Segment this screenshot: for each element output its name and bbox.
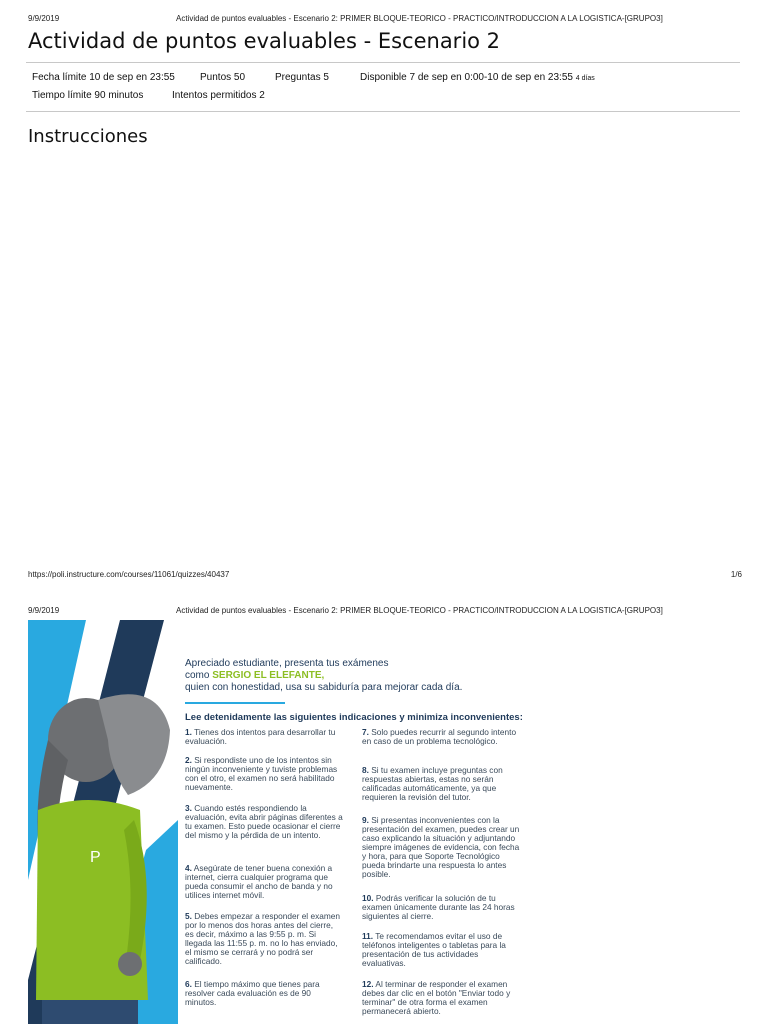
- page-title: Actividad de puntos evaluables - Escenario 2: [28, 29, 501, 53]
- item-number: 7.: [362, 727, 369, 737]
- print-header: [0, 606, 768, 618]
- item-number: 10.: [362, 893, 374, 903]
- indication-item: [185, 728, 343, 746]
- meta-questions: Preguntas 5: [275, 72, 329, 83]
- indication-item: [185, 804, 343, 840]
- item-text: Podrás verificar la solución de tu examen únicamente durante las 24 horas siguientes al cierre.: [362, 893, 515, 921]
- indication-item: [185, 756, 343, 792]
- intro-line-3: quien con honestidad, usa su sabiduría para mejorar cada día.: [185, 682, 463, 693]
- meta-due-date: Fecha límite 10 de sep en 23:55: [32, 72, 175, 83]
- indication-item: [362, 766, 520, 802]
- indication-item: [185, 980, 343, 1007]
- logo-mark-p: P: [90, 849, 101, 866]
- item-text: Si respondiste uno de los intentos sin ningún inconveniente y tuviste problemas con el otro, el examen no será habilitado nuevamente.: [185, 755, 338, 792]
- print-date: 9/9/2019: [28, 606, 60, 615]
- item-number: 2.: [185, 755, 192, 765]
- print-header: [0, 14, 768, 26]
- indication-item: [185, 912, 343, 966]
- divider: [26, 62, 740, 63]
- meta-available: [360, 72, 595, 83]
- print-url: https://poli.instructure.com/courses/11061/quizzes/40437: [28, 570, 230, 579]
- item-text: Cuando estés respondiendo la evaluación, evita abrir páginas diferentes a tu examen. Esto puede ocasionar el cierre del mismo y la pérdida de un intento.: [185, 803, 343, 840]
- item-number: 9.: [362, 815, 369, 825]
- item-text: Solo puedes recurrir al segundo intento en caso de un problema tecnológico.: [362, 727, 517, 746]
- meta-attempts: Intentos permitidos 2: [172, 90, 265, 101]
- indication-item: [362, 728, 520, 746]
- item-number: 5.: [185, 911, 192, 921]
- item-number: 3.: [185, 803, 192, 813]
- meta-available-range: Disponible 7 de sep en 0:00-10 de sep en 23:55: [360, 72, 573, 83]
- elephant-illustration: [28, 620, 178, 1024]
- cyan-rule: [185, 702, 285, 704]
- intro-line-1: Apreciado estudiante, presenta tus exámenes: [185, 658, 389, 669]
- item-text: Asegúrate de tener buena conexión a internet, cierra cualquier programa que pueda consumir el ancho de banda y no utilices internet móvil.: [185, 863, 333, 900]
- item-text: Te recomendamos evitar el uso de teléfonos inteligentes o tabletas para la presentación de tus actividades evaluativas.: [362, 931, 506, 968]
- meta-time-limit: Tiempo límite 90 minutos: [32, 90, 144, 101]
- indication-item: [362, 980, 520, 1016]
- item-text: Si tu examen incluye preguntas con respuestas abiertas, estas no serán calificadas automáticamente, ya que requieren la revisión del tutor.: [362, 765, 503, 802]
- item-number: 12.: [362, 979, 374, 989]
- item-number: 6.: [185, 979, 192, 989]
- print-doc-title: Actividad de puntos evaluables - Escenario 2: PRIMER BLOQUE-TEORICO - PRACTICO/INTRODUCCION A LA LOGISTICA-[GRUPO3]: [176, 606, 663, 615]
- divider: [26, 111, 740, 112]
- intro-line-2-prefix: como: [185, 670, 213, 681]
- indications-heading: Lee detenidamente las siguientes indicaciones y minimiza inconvenientes:: [185, 712, 523, 723]
- item-text: El tiempo máximo que tienes para resolver cada evaluación es de 90 minutos.: [185, 979, 320, 1007]
- item-text: Al terminar de responder el examen debes dar clic en el botón "Enviar todo y terminar" de otra forma el examen permanecerá abierto.: [362, 979, 511, 1016]
- instructions-banner: [28, 620, 740, 1024]
- instructions-heading: Instrucciones: [28, 126, 148, 147]
- print-page-number: 1/6: [730, 570, 742, 579]
- indication-item: [185, 864, 343, 900]
- intro-highlight: SERGIO EL ELEFANTE,: [212, 670, 325, 681]
- item-number: 1.: [185, 727, 192, 737]
- jeans: [42, 1000, 138, 1024]
- item-number: 8.: [362, 765, 369, 775]
- meta-available-days: 4 días: [575, 75, 595, 82]
- item-text: Si presentas inconvenientes con la presentación del examen, puedes crear un caso explicando la situación y adjuntando siempre imágenes de evidencia, con fecha y hora, para que Soporte Tecnológico pueda brindarte una respuesta lo antes posible.: [362, 815, 520, 879]
- intro-line-2: [185, 670, 462, 682]
- indication-item: [362, 894, 520, 921]
- meta-points: Puntos 50: [200, 72, 246, 83]
- item-text: Debes empezar a responder el examen por lo menos dos horas antes del cierre, es decir, máximo a las 9:55 p. m. Si llegada las 11:55 p. m. no lo has enviado, el mismo se cerrará y no podrá ser calificado.: [185, 911, 340, 966]
- banner-intro: [185, 658, 462, 694]
- item-number: 11.: [362, 931, 374, 941]
- item-text: Tienes dos intentos para desarrollar tu evaluación.: [185, 727, 336, 746]
- item-number: 4.: [185, 863, 192, 873]
- print-doc-title: Actividad de puntos evaluables - Escenario 2: PRIMER BLOQUE-TEORICO - PRACTICO/INTRODUCCION A LA LOGISTICA-[GRUPO3]: [176, 14, 663, 23]
- indication-item: [362, 816, 520, 879]
- print-date: 9/9/2019: [28, 14, 60, 23]
- elephant-hand: [118, 952, 142, 976]
- indication-item: [362, 932, 520, 968]
